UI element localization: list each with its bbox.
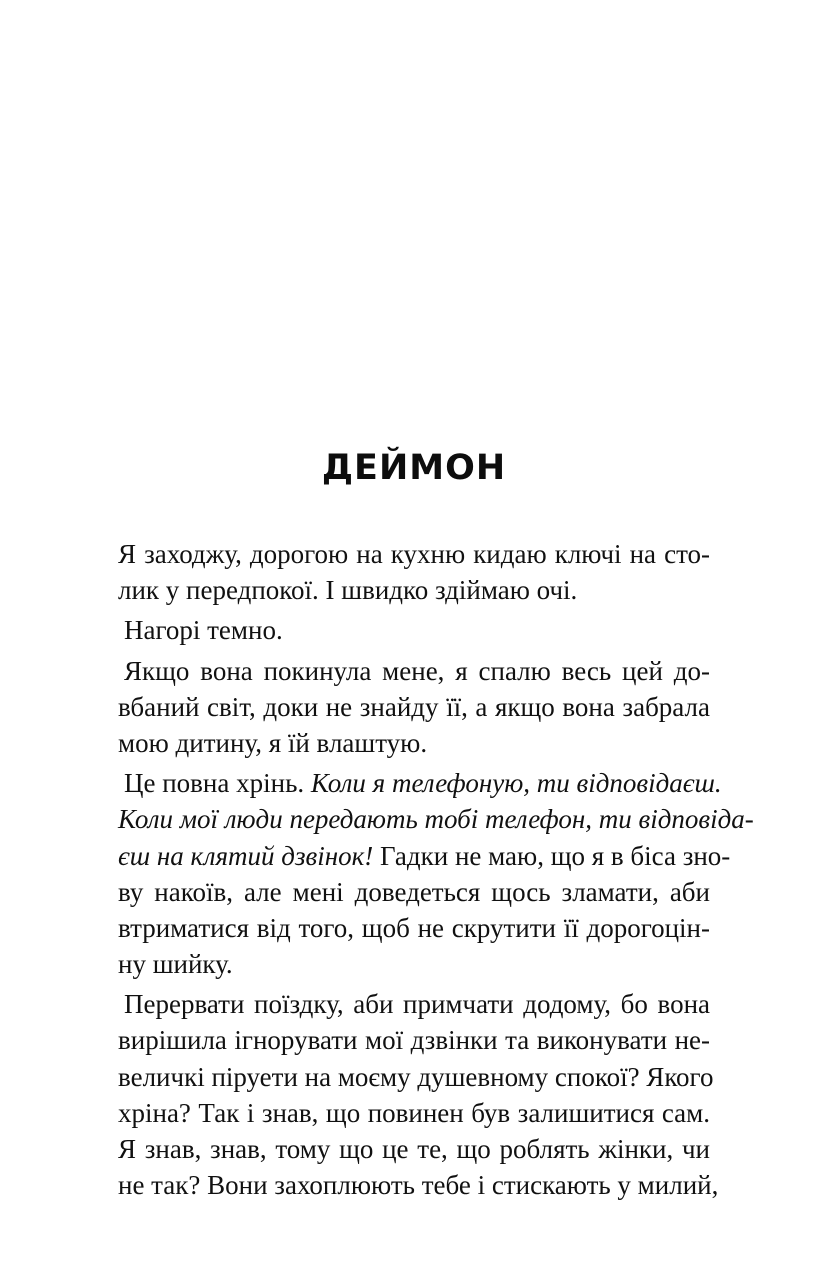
text-line: [118, 801, 754, 837]
text-run: Нагорі темно.: [124, 615, 283, 646]
text-run: Я заходжу, дорогою на кухню кидаю ключі на сто-: [118, 539, 710, 569]
text-run: мою дитину, я їй влаштую.: [118, 727, 428, 758]
text-line: [118, 572, 710, 608]
text-line: [118, 838, 731, 874]
text-line: [118, 1095, 710, 1131]
text-run: втриматися від того, щоб не скрутити її дорогоцін-: [118, 912, 710, 943]
text-run: хріна? Так і знав, що повинен був залишитися сам.: [118, 1097, 710, 1128]
text-run: ву накоїв, але мені доведеться щось зламати, аби: [118, 876, 710, 907]
paragraph: [118, 765, 754, 982]
paragraph: [118, 612, 710, 648]
text-run: вирішила ігнорувати мої дзвінки та виконувати не-: [118, 1025, 710, 1056]
chapter-body: [118, 536, 754, 1203]
text-run: Я знав, знав, тому що це те, що роблять жінки, чи: [118, 1134, 710, 1164]
paragraph: [118, 536, 710, 608]
text-line: [118, 612, 710, 648]
text-run: Перервати поїздку, аби примчати додому, бо вона: [124, 989, 710, 1020]
text-run: ну шийку.: [118, 949, 233, 980]
text-run: Це повна хрінь.: [124, 768, 311, 799]
text-run: не так? Вони захоплюють тебе і стискають у милий,: [118, 1170, 719, 1201]
text-line: [118, 1059, 714, 1095]
paragraph: [118, 986, 719, 1203]
text-run: Якщо вона покинула мене, я спалю весь цей до-: [124, 655, 710, 686]
chapter-title: ДЕЙМОН: [321, 448, 507, 488]
text-line: [118, 986, 710, 1022]
text-run: вбаний світ, доки не знайду її, а якщо вона забрала: [118, 691, 710, 722]
text-run: величкі піруети на моєму душевному спокої? Якого: [118, 1061, 714, 1092]
paragraph: [118, 653, 710, 762]
text-line: [118, 910, 710, 946]
italic-text: єш на клятий дзвінок!: [118, 840, 374, 871]
text-line: [118, 946, 710, 982]
text-line: [118, 1167, 719, 1203]
text-line: [118, 653, 710, 689]
text-line: [118, 1131, 710, 1167]
text-line: [118, 536, 710, 572]
text-run: Гадки не маю, що я в біса зно-: [373, 840, 731, 871]
text-line: [118, 874, 710, 910]
text-line: [118, 765, 722, 801]
text-line: [118, 689, 710, 725]
text-line: [118, 1022, 710, 1058]
text-line: [118, 725, 710, 761]
italic-text: Коли я телефоную, ти відповідаєш.: [310, 768, 722, 799]
italic-text: Коли мої люди передають тобі телефон, ти відповіда-: [118, 804, 754, 835]
text-run: лик у передпокої. І швидко здіймаю очі.: [118, 575, 578, 606]
